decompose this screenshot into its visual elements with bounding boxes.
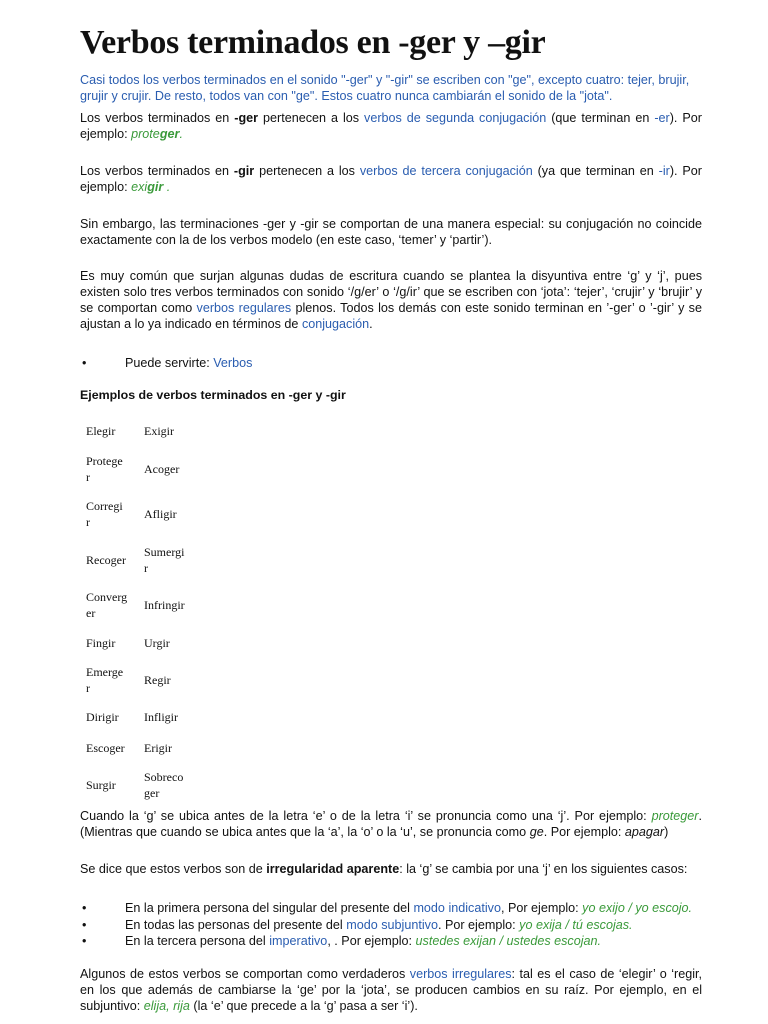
bullet-icon: • [82,934,87,948]
verb-text: Acoger [144,461,180,476]
table-cell [80,490,138,538]
table-cell [138,490,196,538]
table-cell [138,414,196,447]
link-modo-indicativo[interactable]: modo indicativo [413,901,501,915]
verbs-table [80,414,196,807]
verb-text: Corregi r [86,499,123,529]
table-cell [80,658,138,702]
link-verbos[interactable]: Verbos [213,356,253,370]
table-row [80,732,196,763]
bullet-icon: • [82,356,87,370]
verb-text: Sumergi r [144,545,185,575]
table-row [80,538,196,582]
table-cell [138,702,196,732]
verb-text: Sobreco ger [144,770,184,800]
verb-text: Infligir [144,710,178,724]
table-row [80,627,196,658]
table-cell [138,627,196,658]
table-cell [80,538,138,582]
bullet-icon: • [82,901,87,915]
intro-paragraph: Casi todos los verbos terminados en el sonido "-ger" y "-gir" se escriben con "ge", excepto cuatro: tejer, brujir, grujir y crujir. De resto, todos van con "ge". Estos cuatro nunca cambiarán el sonido de la "jota". [80,73,690,103]
examples-heading: Ejemplos de verbos terminados en -ger y -gir [80,388,346,402]
link-segunda-conjugacion[interactable]: verbos de segunda conjugación [364,111,547,125]
verb-text: Fingir [86,635,116,650]
link-conjugacion[interactable]: conjugación [301,317,370,331]
link-imperativo[interactable]: imperativo [269,934,328,948]
verb-text: Afligir [144,507,177,521]
verb-text: Infringir [144,597,185,612]
table-cell [80,702,138,732]
verb-text: Surgir [86,778,116,792]
table-row [80,658,196,702]
table-cell [80,627,138,658]
paragraph-irregularidad: Se dice que estos verbos son de irregularidad aparente: la ‘g’ se cambia por una ‘j’ en los siguientes casos: [80,862,688,876]
link-tercera-conjugacion[interactable]: verbos de tercera conjugación [359,164,533,178]
table-row [80,414,196,447]
bullet-icon: • [82,918,87,932]
table-row [80,490,196,538]
table-cell [80,732,138,763]
verb-text: Protege r [86,453,123,484]
table-row [80,763,196,807]
table-row [80,582,196,627]
table-cell [138,658,196,702]
page-title: Verbos terminados en -ger y –gir [80,24,546,61]
verb-text: Emerge r [86,665,124,695]
paragraph-irregulares: Algunos de estos verbos se comportan como verdaderos verbos irregulares: tal es el caso de ‘elegir’ o ‘regir, en los que además de cambiarse la ‘ge’ por la ‘jota’, se producen cambios en su raíz. Por ejemplo, en el subjuntivo: elija, rija (la ‘e’ que precede a la ‘g’ pasa a ser ‘i’). [80,967,703,1013]
example-proteger: proteger [131,127,180,141]
table-cell [80,447,138,490]
table-row [80,702,196,732]
verb-text: Recoger [86,553,126,567]
table-cell [138,582,196,627]
paragraph-disyuntiva: Es muy común que surjan algunas dudas de escritura cuando se plantea la disyuntiva entre ‘g’ y ‘j’, pues existen solo tres verbos terminados con sonido ‘/g/er’ o ‘/g/ir’ que se escriben con ‘jota’: ‘tejer’, ‘crujir’ y ‘brujir’ y se comportan como verbos regulares plenos. Todos los demás con este sonido terminan en ’-ger’ o ’-gir’ y se ajustan a lo ya indicado en términos de conjugación. [80,269,702,331]
table-cell [138,447,196,490]
verb-text: Converg er [86,589,128,620]
table-cell [80,414,138,447]
paragraph-sin-embargo: Sin embargo, las terminaciones -ger y -gir se comportan de una manera especial: su conjugación no coincide exactamente con la de los verbos modelo (en este caso, ‘temer’ y ‘partir’). [80,217,702,247]
verb-text: Regir [144,673,171,687]
table-cell [80,763,138,807]
paragraph-ger: Los verbos terminados en -ger pertenecen a los verbos de segunda conjugación (que terminan en -er). Por ejemplo: proteger. [80,111,702,141]
verb-text: Escoger [86,740,125,755]
example-exigir: exigir [131,180,164,194]
verb-text: Erigir [144,740,172,755]
verb-text: Urgir [144,635,170,650]
table-cell [138,538,196,582]
table-cell [138,763,196,807]
link-verbos-irregulares[interactable]: verbos irregulares [409,967,512,981]
paragraph-gir: Los verbos terminados en -gir pertenecen a los verbos de tercera conjugación (ya que terminan en -ir). Por ejemplo: exigir . [80,164,702,194]
table-cell [138,732,196,763]
verb-text: Dirigir [86,710,119,724]
link-verbos-regulares[interactable]: verbos regulares [196,301,292,315]
link-modo-subjuntivo[interactable]: modo subjuntivo [346,918,438,932]
paragraph-pronunciacion: Cuando la ‘g’ se ubica antes de la letra ‘e’ o de la letra ‘i’ se pronuncia como una ‘j’. Por ejemplo: proteger. (Mientras que cuando se ubica antes que la ‘a’, la ‘o’ o la ‘u’, se pronuncia como ge. Por ejemplo: apagar) [80,809,702,839]
table-row [80,447,196,490]
verb-text: Exigir [144,423,174,438]
verb-text: Elegir [86,423,116,438]
table-cell [80,582,138,627]
